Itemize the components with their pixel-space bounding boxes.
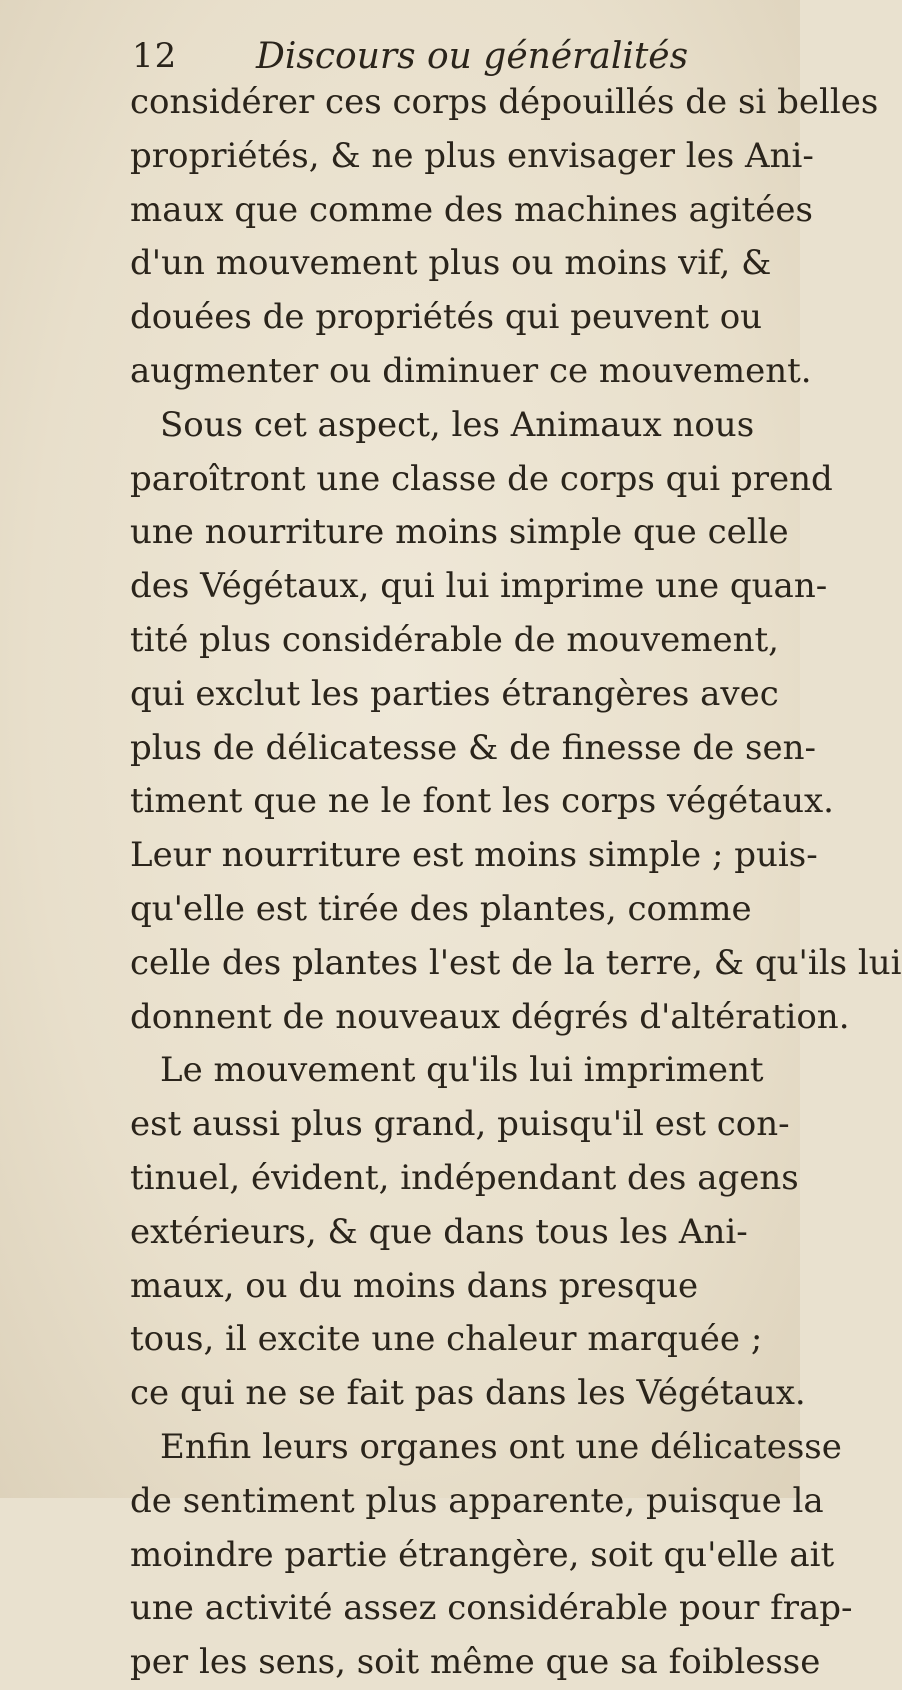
running-title: Discours ou généralités: [256, 36, 689, 77]
text-line: maux que comme des machines agitées: [130, 189, 813, 230]
text-line: propriétés, & ne plus envisager les Ani-: [130, 135, 814, 176]
text-line: des Végétaux, qui lui imprime une quan-: [130, 566, 828, 607]
text-line: timent que ne le font les corps végétaux.: [130, 781, 834, 822]
text-line: de sentiment plus apparente, puisque la: [130, 1480, 824, 1521]
page-number: 12: [132, 36, 178, 76]
text-line: qui exclut les parties étrangères avec: [130, 673, 779, 714]
text-line: paroîtront une classe de corps qui prend: [130, 458, 833, 499]
text-line: per les sens, soit même que sa foiblesse: [130, 1642, 821, 1683]
text-line: moindre partie étrangère, soit qu'elle ait: [130, 1534, 835, 1575]
body-text: [130, 76, 902, 1690]
text-line: douées de propriétés qui peuvent ou: [130, 297, 763, 338]
text-line: Le mouvement qu'ils lui impriment: [160, 1050, 764, 1091]
text-line: donnent de nouveaux dégrés d'altération.: [130, 996, 850, 1037]
text-line: considérer ces corps dépouillés de si belles: [130, 82, 879, 122]
text-line: est aussi plus grand, puisqu'il est con-: [130, 1104, 790, 1145]
text-line: d'un mouvement plus ou moins vif, &: [130, 243, 772, 284]
text-line: plus de délicatesse & de finesse de sen-: [130, 727, 816, 768]
text-line: Leur nourriture est moins simple ; puis-: [130, 835, 818, 876]
text-line: une activité assez considérable pour frap-: [130, 1588, 853, 1629]
text-line: tous, il excite une chaleur marquée ;: [130, 1319, 763, 1360]
text-line: maux, ou du moins dans presque: [130, 1265, 699, 1306]
text-line: tité plus considérable de mouvement,: [130, 619, 779, 660]
text-line: augmenter ou diminuer ce mouvement.: [130, 350, 812, 391]
text-line: Enfin leurs organes ont une délicatesse: [160, 1426, 842, 1467]
text-line: ce qui ne se fait pas dans les Végétaux.: [130, 1373, 806, 1414]
text-line: tinuel, évident, indépendant des agens: [130, 1157, 799, 1198]
text-line: extérieurs, & que dans tous les Ani-: [130, 1211, 748, 1252]
text-line: Sous cet aspect, les Animaux nous: [160, 404, 755, 445]
text-line: celle des plantes l'est de la terre, & qu'ils lui: [130, 942, 902, 983]
text-line: une nourriture moins simple que celle: [130, 512, 789, 553]
text-line: qu'elle est tirée des plantes, comme: [130, 888, 752, 929]
